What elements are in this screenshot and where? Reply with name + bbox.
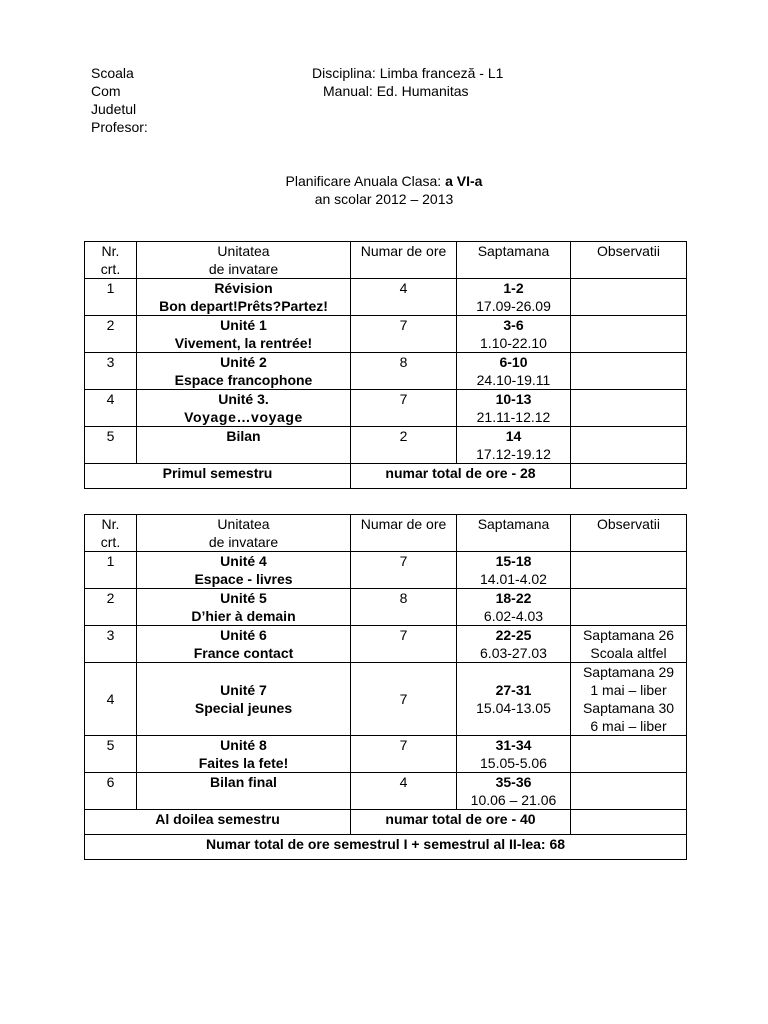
observation-line: 1 mai – liber (590, 682, 667, 698)
teacher-label: Profesor: (91, 119, 148, 135)
row-hours: 7 (351, 390, 457, 427)
date-range: 6.03-27.03 (480, 645, 547, 661)
row-unit (137, 736, 351, 773)
row-hours: 4 (351, 279, 457, 316)
semester2-total-row (85, 810, 687, 835)
row-weeks (457, 316, 571, 353)
row-hours: 4 (351, 773, 457, 810)
semester1-total: numar total de ore - 28 (351, 464, 571, 489)
row-unit (137, 353, 351, 390)
table-header-row (85, 515, 687, 552)
observation-line: Scoala altfel (590, 645, 667, 661)
row-hours: 7 (351, 316, 457, 353)
table-row (85, 626, 687, 663)
row-unit (137, 390, 351, 427)
date-range: 15.04-13.05 (476, 700, 551, 716)
table-row (85, 773, 687, 810)
row-hours: 8 (351, 353, 457, 390)
unit-subtitle: Vivement, la rentrée! (174, 335, 313, 351)
unit-title: Révision (214, 280, 273, 296)
table-row (85, 427, 687, 464)
header-unit: Unitatea de invatare (137, 515, 351, 552)
school-info (91, 64, 148, 136)
row-observations (571, 390, 687, 427)
row-unit (137, 552, 351, 589)
semester1-table (84, 241, 687, 489)
row-unit (137, 663, 351, 736)
unit-title: Unité 5 (220, 590, 267, 606)
row-weeks (457, 626, 571, 663)
school-label: Scoala (91, 65, 134, 81)
table-header-row (85, 242, 687, 279)
row-observations (571, 736, 687, 773)
row-nr: 4 (85, 390, 137, 427)
date-range: 15.05-5.06 (480, 755, 547, 771)
row-hours: 7 (351, 552, 457, 589)
semester2-total: numar total de ore - 40 (351, 810, 571, 835)
semester1-label: Primul semestru (85, 464, 351, 489)
row-observations (571, 663, 687, 736)
header-obs: Observatii (571, 515, 687, 552)
row-observations (571, 589, 687, 626)
grand-total: Numar total de ore semestrul I + semestrul al II-lea: 68 (85, 835, 687, 860)
row-hours: 2 (351, 427, 457, 464)
row-observations (571, 353, 687, 390)
table-row (85, 279, 687, 316)
header-hours: Numar de ore (351, 515, 457, 552)
table-row (85, 663, 687, 736)
date-range: 24.10-19.11 (476, 372, 551, 388)
semester1-total-empty (571, 464, 687, 489)
row-weeks (457, 427, 571, 464)
header-nr: Nr. crt. (85, 242, 137, 279)
week-range: 1-2 (503, 280, 524, 296)
unit-title: Unité 6 (220, 627, 267, 643)
unit-title: Unité 7 (220, 682, 267, 698)
row-nr: 2 (85, 316, 137, 353)
title-line-2: an scolar 2012 – 2013 (314, 191, 454, 207)
table-row (85, 552, 687, 589)
unit-title: Unité 3. (218, 391, 269, 407)
row-unit (137, 773, 351, 810)
table-row (85, 736, 687, 773)
page-title (0, 172, 768, 208)
row-observations (571, 773, 687, 810)
row-nr: 3 (85, 353, 137, 390)
observation-line: Saptamana 30 (582, 700, 675, 716)
semester2-rows (85, 552, 687, 810)
row-unit (137, 279, 351, 316)
semester1-total-row (85, 464, 687, 489)
row-nr: 5 (85, 427, 137, 464)
unit-subtitle: Voyage…voyage (184, 409, 303, 425)
table-row (85, 589, 687, 626)
semester2-total-empty (571, 810, 687, 835)
semester2-table (84, 514, 687, 860)
manual-label: Manual: Ed. Humanitas (323, 83, 469, 99)
week-range: 35-36 (495, 774, 532, 790)
unit-subtitle: D’hier à demain (191, 608, 296, 624)
date-range: 10.06 – 21.06 (470, 792, 557, 808)
row-observations (571, 552, 687, 589)
header-weeks: Saptamana (457, 242, 571, 279)
row-weeks (457, 663, 571, 736)
header-obs: Observatii (571, 242, 687, 279)
row-observations (571, 626, 687, 663)
row-unit (137, 316, 351, 353)
date-range: 1.10-22.10 (480, 335, 547, 351)
header-weeks: Saptamana (457, 515, 571, 552)
grand-total-row (85, 835, 687, 860)
week-range: 27-31 (495, 682, 532, 698)
header-hours: Numar de ore (351, 242, 457, 279)
row-nr: 5 (85, 736, 137, 773)
row-hours: 7 (351, 626, 457, 663)
row-nr: 6 (85, 773, 137, 810)
unit-title: Unité 1 (220, 317, 267, 333)
unit-subtitle: Special jeunes (194, 700, 293, 716)
week-range: 18-22 (495, 590, 532, 606)
unit-subtitle: Bon depart!Prêts?Partez! (159, 298, 328, 314)
row-weeks (457, 773, 571, 810)
unit-subtitle: France contact (193, 645, 294, 661)
week-range: 22-25 (495, 627, 532, 643)
row-nr: 4 (85, 663, 137, 736)
row-hours: 8 (351, 589, 457, 626)
week-range: 31-34 (495, 737, 532, 753)
unit-title: Unité 2 (220, 354, 267, 370)
date-range: 17.12-19.12 (476, 446, 551, 462)
week-range: 6-10 (499, 354, 528, 370)
header-nr: Nr. crt. (85, 515, 137, 552)
title-line-1 (0, 172, 768, 190)
table-row (85, 353, 687, 390)
title-prefix: Planificare Anuala Clasa: (285, 173, 446, 189)
row-unit (137, 626, 351, 663)
row-unit (137, 589, 351, 626)
week-range: 10-13 (495, 391, 532, 407)
row-observations (571, 279, 687, 316)
unit-title: Bilan final (210, 774, 277, 790)
row-weeks (457, 390, 571, 427)
county-label: Judetul (91, 101, 137, 117)
title-class: a VI-a (445, 173, 483, 189)
semester1-rows (85, 279, 687, 464)
row-weeks (457, 279, 571, 316)
row-weeks (457, 589, 571, 626)
unit-title: Unité 8 (220, 737, 267, 753)
table-row (85, 390, 687, 427)
row-nr: 2 (85, 589, 137, 626)
header-unit: Unitatea de invatare (137, 242, 351, 279)
date-range: 17.09-26.09 (476, 298, 551, 314)
row-weeks (457, 353, 571, 390)
row-weeks (457, 552, 571, 589)
commune-label: Com (91, 83, 121, 99)
unit-subtitle: Espace francophone (174, 372, 313, 388)
row-unit (137, 427, 351, 464)
row-hours: 7 (351, 663, 457, 736)
row-nr: 3 (85, 626, 137, 663)
discipline-label: Disciplina: Limba franceză - L1 (312, 65, 504, 81)
row-observations (571, 427, 687, 464)
date-range: 14.01-4.02 (480, 571, 547, 587)
row-weeks (457, 736, 571, 773)
date-range: 6.02-4.03 (483, 608, 544, 624)
date-range: 21.11-12.12 (476, 409, 551, 425)
row-observations (571, 316, 687, 353)
week-range: 14 (505, 428, 522, 444)
week-range: 15-18 (495, 553, 532, 569)
row-hours: 7 (351, 736, 457, 773)
unit-subtitle: Faites la fete! (198, 755, 289, 771)
week-range: 3-6 (503, 317, 524, 333)
table-row (85, 316, 687, 353)
semester2-label: Al doilea semestru (85, 810, 351, 835)
course-info (312, 64, 503, 100)
unit-subtitle: Espace - livres (194, 571, 293, 587)
unit-title: Unité 4 (220, 553, 267, 569)
observation-line: 6 mai – liber (590, 718, 667, 734)
observation-line: Saptamana 26 (582, 627, 675, 643)
row-nr: 1 (85, 552, 137, 589)
observation-line: Saptamana 29 (582, 664, 675, 680)
unit-title: Bilan (226, 428, 261, 444)
row-nr: 1 (85, 279, 137, 316)
